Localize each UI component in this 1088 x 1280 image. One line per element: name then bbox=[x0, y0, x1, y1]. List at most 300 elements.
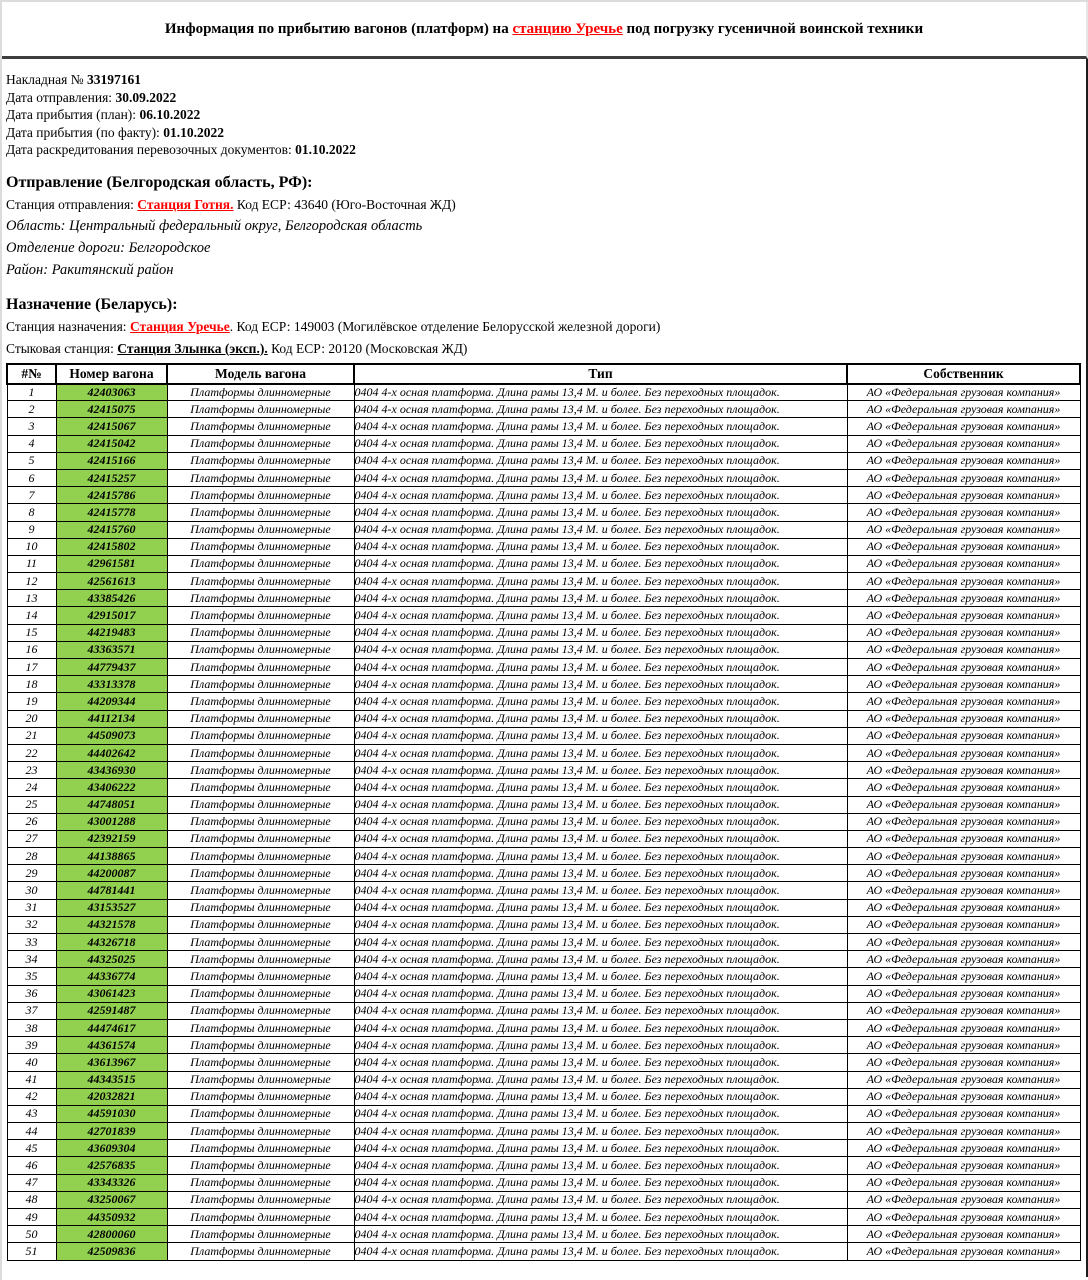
wagon-number-cell: 43609304 bbox=[56, 1140, 167, 1157]
wagon-type-cell: 0404 4-х осная платформа. Длина рамы 13,4 М. и более. Без переходных площадок. bbox=[354, 504, 847, 521]
table-row bbox=[7, 985, 1080, 1002]
wagon-type-cell: 0404 4-х осная платформа. Длина рамы 13,4 М. и более. Без переходных площадок. bbox=[354, 607, 847, 624]
title-prefix: Информация по прибытию вагонов (платформ) на bbox=[164, 20, 513, 37]
table-row bbox=[7, 762, 1080, 779]
wagon-number-cell: 42415075 bbox=[56, 401, 167, 418]
row-index-cell: 5 bbox=[7, 452, 56, 469]
table-body bbox=[7, 384, 1080, 1261]
wagon-type-cell: 0404 4-х осная платформа. Длина рамы 13,4 М. и более. Без переходных площадок. bbox=[354, 401, 847, 418]
table-row bbox=[7, 968, 1080, 985]
junction-station-label: Стыковая станция: bbox=[6, 340, 118, 356]
row-index-cell: 22 bbox=[7, 744, 56, 761]
document-title-bar bbox=[2, 2, 1088, 59]
info-value: 06.10.2022 bbox=[139, 107, 201, 122]
wagon-type-cell: 0404 4-х осная платформа. Длина рамы 13,4 М. и более. Без переходных площадок. bbox=[354, 1174, 847, 1191]
row-index-cell: 20 bbox=[7, 710, 56, 727]
row-index-cell: 1 bbox=[7, 384, 56, 401]
table-row bbox=[7, 521, 1080, 538]
document-body bbox=[2, 59, 1088, 1277]
row-index-cell: 14 bbox=[7, 607, 56, 624]
info-line bbox=[6, 106, 1086, 124]
table-row bbox=[7, 607, 1080, 624]
wagon-type-cell: 0404 4-х осная платформа. Длина рамы 13,4 М. и более. Без переходных площадок. bbox=[354, 538, 847, 555]
row-index-cell: 45 bbox=[7, 1140, 56, 1157]
wagon-type-cell: 0404 4-х осная платформа. Длина рамы 13,4 М. и более. Без переходных площадок. bbox=[354, 762, 847, 779]
wagon-number-cell: 42392159 bbox=[56, 830, 167, 847]
table-row bbox=[7, 951, 1080, 968]
table-row bbox=[7, 830, 1080, 847]
row-index-cell: 6 bbox=[7, 469, 56, 486]
wagon-number-cell: 43001288 bbox=[56, 813, 167, 830]
wagon-model-cell: Платформы длинномерные bbox=[167, 1140, 354, 1157]
table-row bbox=[7, 590, 1080, 607]
wagon-model-cell: Платформы длинномерные bbox=[167, 487, 354, 504]
wagon-number-cell: 44474617 bbox=[56, 1019, 167, 1036]
row-index-cell: 21 bbox=[7, 727, 56, 744]
departure-heading: Отправление (Белгородская область, РФ): bbox=[6, 173, 313, 191]
wagon-type-cell: 0404 4-х осная платформа. Длина рамы 13,4 М. и более. Без переходных площадок. bbox=[354, 384, 847, 401]
table-row bbox=[7, 555, 1080, 572]
table-row bbox=[7, 727, 1080, 744]
wagon-number-cell: 44748051 bbox=[56, 796, 167, 813]
row-index-cell: 9 bbox=[7, 521, 56, 538]
wagon-number-cell: 42032821 bbox=[56, 1088, 167, 1105]
wagon-number-cell: 42415042 bbox=[56, 435, 167, 452]
wagon-owner-cell: АО «Федеральная грузовая компания» bbox=[847, 1019, 1080, 1036]
wagon-type-cell: 0404 4-х осная платформа. Длина рамы 13,4 М. и более. Без переходных площадок. bbox=[354, 1071, 847, 1088]
table-row bbox=[7, 1071, 1080, 1088]
wagon-model-cell: Платформы длинномерные bbox=[167, 762, 354, 779]
row-index-cell: 40 bbox=[7, 1054, 56, 1071]
wagon-model-cell: Платформы длинномерные bbox=[167, 624, 354, 641]
table-row bbox=[7, 1088, 1080, 1105]
col-header-wagon-number: Номер вагона bbox=[56, 364, 167, 384]
wagon-type-cell: 0404 4-х осная платформа. Длина рамы 13,4 М. и более. Без переходных площадок. bbox=[354, 779, 847, 796]
wagon-owner-cell: АО «Федеральная грузовая компания» bbox=[847, 744, 1080, 761]
row-index-cell: 4 bbox=[7, 435, 56, 452]
wagon-owner-cell: АО «Федеральная грузовая компания» bbox=[847, 882, 1080, 899]
wagon-model-cell: Платформы длинномерные bbox=[167, 710, 354, 727]
destination-heading: Назначение (Беларусь): bbox=[6, 295, 178, 313]
table-row bbox=[7, 659, 1080, 676]
row-index-cell: 37 bbox=[7, 1002, 56, 1019]
wagon-number-cell: 42415786 bbox=[56, 487, 167, 504]
row-index-cell: 29 bbox=[7, 865, 56, 882]
info-line bbox=[6, 89, 1086, 107]
row-index-cell: 46 bbox=[7, 1157, 56, 1174]
col-header-type: Тип bbox=[354, 364, 847, 384]
wagon-owner-cell: АО «Федеральная грузовая компания» bbox=[847, 573, 1080, 590]
table-row bbox=[7, 452, 1080, 469]
row-index-cell: 7 bbox=[7, 487, 56, 504]
wagon-model-cell: Платформы длинномерные bbox=[167, 899, 354, 916]
info-line bbox=[6, 141, 1086, 159]
wagon-owner-cell: АО «Федеральная грузовая компания» bbox=[847, 521, 1080, 538]
wagon-owner-cell: АО «Федеральная грузовая компания» bbox=[847, 555, 1080, 572]
wagon-type-cell: 0404 4-х осная платформа. Длина рамы 13,4 М. и более. Без переходных площадок. bbox=[354, 469, 847, 486]
col-header-index: #№ bbox=[7, 364, 56, 384]
table-row bbox=[7, 1123, 1080, 1140]
info-label: Дата отправления: bbox=[6, 89, 116, 105]
wagon-type-cell: 0404 4-х осная платформа. Длина рамы 13,4 М. и более. Без переходных площадок. bbox=[354, 573, 847, 590]
destination-station-rest: . Код ЕСР: 149003 (Могилёвское отделение Белорусской железной дороги) bbox=[229, 318, 661, 334]
wagon-type-cell: 0404 4-х осная платформа. Длина рамы 13,4 М. и более. Без переходных площадок. bbox=[354, 1019, 847, 1036]
wagon-owner-cell: АО «Федеральная грузовая компания» bbox=[847, 659, 1080, 676]
wagon-model-cell: Платформы длинномерные bbox=[167, 916, 354, 933]
wagon-type-cell: 0404 4-х осная платформа. Длина рамы 13,4 М. и более. Без переходных площадок. bbox=[354, 744, 847, 761]
table-row bbox=[7, 848, 1080, 865]
wagon-model-cell: Платформы длинномерные bbox=[167, 1019, 354, 1036]
wagon-number-cell: 44509073 bbox=[56, 727, 167, 744]
wagon-model-cell: Платформы длинномерные bbox=[167, 1002, 354, 1019]
wagon-model-cell: Платформы длинномерные bbox=[167, 435, 354, 452]
wagon-type-cell: 0404 4-х осная платформа. Длина рамы 13,4 М. и более. Без переходных площадок. bbox=[354, 968, 847, 985]
wagon-number-cell: 43436930 bbox=[56, 762, 167, 779]
departure-station-line bbox=[6, 195, 1086, 215]
wagon-number-cell: 44326718 bbox=[56, 934, 167, 951]
junction-station-rest: Код ЕСР: 20120 (Московская ЖД) bbox=[267, 340, 468, 356]
wagon-type-cell: 0404 4-х осная платформа. Длина рамы 13,4 М. и более. Без переходных площадок. bbox=[354, 1054, 847, 1071]
table-row bbox=[7, 1157, 1080, 1174]
col-header-wagon-model: Модель вагона bbox=[167, 364, 354, 384]
wagon-number-cell: 43406222 bbox=[56, 779, 167, 796]
wagon-type-cell: 0404 4-х осная платформа. Длина рамы 13,4 М. и более. Без переходных площадок. bbox=[354, 813, 847, 830]
wagon-type-cell: 0404 4-х осная платформа. Длина рамы 13,4 М. и более. Без переходных площадок. bbox=[354, 985, 847, 1002]
wagon-model-cell: Платформы длинномерные bbox=[167, 951, 354, 968]
table-row bbox=[7, 418, 1080, 435]
wagon-owner-cell: АО «Федеральная грузовая компания» bbox=[847, 934, 1080, 951]
wagon-owner-cell: АО «Федеральная грузовая компания» bbox=[847, 779, 1080, 796]
wagon-model-cell: Платформы длинномерные bbox=[167, 504, 354, 521]
table-row bbox=[7, 384, 1080, 401]
wagon-type-cell: 0404 4-х осная платформа. Длина рамы 13,4 М. и более. Без переходных площадок. bbox=[354, 1002, 847, 1019]
wagon-number-cell: 42961581 bbox=[56, 555, 167, 572]
wagon-type-cell: 0404 4-х осная платформа. Длина рамы 13,4 М. и более. Без переходных площадок. bbox=[354, 882, 847, 899]
wagon-model-cell: Платформы длинномерные bbox=[167, 676, 354, 693]
wagon-owner-cell: АО «Федеральная грузовая компания» bbox=[847, 1140, 1080, 1157]
wagon-type-cell: 0404 4-х осная платформа. Длина рамы 13,4 М. и более. Без переходных площадок. bbox=[354, 1037, 847, 1054]
row-index-cell: 34 bbox=[7, 951, 56, 968]
row-index-cell: 36 bbox=[7, 985, 56, 1002]
table-row bbox=[7, 487, 1080, 504]
table-row bbox=[7, 624, 1080, 641]
wagon-owner-cell: АО «Федеральная грузовая компания» bbox=[847, 676, 1080, 693]
row-index-cell: 43 bbox=[7, 1105, 56, 1122]
wagon-type-cell: 0404 4-х осная платформа. Длина рамы 13,4 М. и более. Без переходных площадок. bbox=[354, 848, 847, 865]
departure-region-line: Область: Центральный федеральный округ, Белгородская область bbox=[6, 217, 423, 234]
wagon-type-cell: 0404 4-х осная платформа. Длина рамы 13,4 М. и более. Без переходных площадок. bbox=[354, 934, 847, 951]
wagon-type-cell: 0404 4-х осная платформа. Длина рамы 13,4 М. и более. Без переходных площадок. bbox=[354, 1209, 847, 1226]
table-row bbox=[7, 1243, 1080, 1260]
row-index-cell: 32 bbox=[7, 916, 56, 933]
wagon-model-cell: Платформы длинномерные bbox=[167, 727, 354, 744]
wagon-number-cell: 43153527 bbox=[56, 899, 167, 916]
table-row bbox=[7, 401, 1080, 418]
table-header-row bbox=[7, 364, 1080, 384]
row-index-cell: 44 bbox=[7, 1123, 56, 1140]
wagon-owner-cell: АО «Федеральная грузовая компания» bbox=[847, 1174, 1080, 1191]
wagon-type-cell: 0404 4-х осная платформа. Длина рамы 13,4 М. и более. Без переходных площадок. bbox=[354, 521, 847, 538]
table-row bbox=[7, 676, 1080, 693]
wagon-type-cell: 0404 4-х осная платформа. Длина рамы 13,4 М. и более. Без переходных площадок. bbox=[354, 951, 847, 968]
table-row bbox=[7, 1054, 1080, 1071]
wagon-model-cell: Платформы длинномерные bbox=[167, 1054, 354, 1071]
wagon-owner-cell: АО «Федеральная грузовая компания» bbox=[847, 848, 1080, 865]
wagon-type-cell: 0404 4-х осная платформа. Длина рамы 13,4 М. и более. Без переходных площадок. bbox=[354, 1140, 847, 1157]
row-index-cell: 47 bbox=[7, 1174, 56, 1191]
departure-station-label: Станция отправления: bbox=[6, 196, 138, 212]
wagon-owner-cell: АО «Федеральная грузовая компания» bbox=[847, 951, 1080, 968]
wagon-type-cell: 0404 4-х осная платформа. Длина рамы 13,4 М. и более. Без переходных площадок. bbox=[354, 796, 847, 813]
wagon-owner-cell: АО «Федеральная грузовая компания» bbox=[847, 418, 1080, 435]
row-index-cell: 19 bbox=[7, 693, 56, 710]
wagon-number-cell: 42415257 bbox=[56, 469, 167, 486]
wagon-number-cell: 42591487 bbox=[56, 1002, 167, 1019]
wagon-owner-cell: АО «Федеральная грузовая компания» bbox=[847, 710, 1080, 727]
wagon-type-cell: 0404 4-х осная платформа. Длина рамы 13,4 М. и более. Без переходных площадок. bbox=[354, 1191, 847, 1208]
departure-division-line: Отделение дороги: Белгородское bbox=[6, 239, 211, 256]
wagon-type-cell: 0404 4-х осная платформа. Длина рамы 13,4 М. и более. Без переходных площадок. bbox=[354, 1123, 847, 1140]
table-row bbox=[7, 1191, 1080, 1208]
wagon-owner-cell: АО «Федеральная грузовая компания» bbox=[847, 435, 1080, 452]
wagon-owner-cell: АО «Федеральная грузовая компания» bbox=[847, 401, 1080, 418]
info-value: 30.09.2022 bbox=[115, 89, 177, 105]
wagon-number-cell: 42415802 bbox=[56, 538, 167, 555]
table-row bbox=[7, 882, 1080, 899]
wagon-model-cell: Платформы длинномерные bbox=[167, 1157, 354, 1174]
wagon-owner-cell: АО «Федеральная грузовая компания» bbox=[847, 693, 1080, 710]
wagon-model-cell: Платформы длинномерные bbox=[167, 384, 354, 401]
info-label: Дата раскредитования перевозочных документов: bbox=[6, 142, 296, 157]
table-row bbox=[7, 1037, 1080, 1054]
wagon-number-cell: 42800060 bbox=[56, 1226, 167, 1243]
row-index-cell: 35 bbox=[7, 968, 56, 985]
wagon-model-cell: Платформы длинномерные bbox=[167, 555, 354, 572]
table-row bbox=[7, 1002, 1080, 1019]
wagon-owner-cell: АО «Федеральная грузовая компания» bbox=[847, 1002, 1080, 1019]
wagon-number-cell: 44591030 bbox=[56, 1105, 167, 1122]
wagon-number-cell: 43061423 bbox=[56, 985, 167, 1002]
wagon-number-cell: 43363571 bbox=[56, 641, 167, 658]
table-row bbox=[7, 1174, 1080, 1191]
wagon-model-cell: Платформы длинномерные bbox=[167, 1191, 354, 1208]
wagon-type-cell: 0404 4-х осная платформа. Длина рамы 13,4 М. и более. Без переходных площадок. bbox=[354, 830, 847, 847]
wagon-owner-cell: АО «Федеральная грузовая компания» bbox=[847, 1105, 1080, 1122]
wagon-model-cell: Платформы длинномерные bbox=[167, 659, 354, 676]
table-row bbox=[7, 916, 1080, 933]
wagon-model-cell: Платформы длинномерные bbox=[167, 693, 354, 710]
wagon-type-cell: 0404 4-х осная платформа. Длина рамы 13,4 М. и более. Без переходных площадок. bbox=[354, 899, 847, 916]
wagon-type-cell: 0404 4-х осная платформа. Длина рамы 13,4 М. и более. Без переходных площадок. bbox=[354, 865, 847, 882]
table-row bbox=[7, 1140, 1080, 1157]
wagon-owner-cell: АО «Федеральная грузовая компания» bbox=[847, 1123, 1080, 1140]
wagon-number-cell: 44200087 bbox=[56, 865, 167, 882]
wagon-owner-cell: АО «Федеральная грузовая компания» bbox=[847, 968, 1080, 985]
wagon-model-cell: Платформы длинномерные bbox=[167, 1088, 354, 1105]
wagon-number-cell: 42415166 bbox=[56, 452, 167, 469]
row-index-cell: 39 bbox=[7, 1037, 56, 1054]
wagon-model-cell: Платформы длинномерные bbox=[167, 1243, 354, 1260]
wagon-owner-cell: АО «Федеральная грузовая компания» bbox=[847, 985, 1080, 1002]
wagon-model-cell: Платформы длинномерные bbox=[167, 1071, 354, 1088]
info-value: 01.10.2022 bbox=[295, 142, 356, 157]
table-row bbox=[7, 693, 1080, 710]
wagon-number-cell: 44209344 bbox=[56, 693, 167, 710]
wagon-owner-cell: АО «Федеральная грузовая компания» bbox=[847, 1071, 1080, 1088]
wagon-model-cell: Платформы длинномерные bbox=[167, 1123, 354, 1140]
info-label: Дата прибытия (по факту): bbox=[6, 124, 164, 140]
wagon-owner-cell: АО «Федеральная грузовая компания» bbox=[847, 1054, 1080, 1071]
wagon-number-cell: 43313378 bbox=[56, 676, 167, 693]
wagon-owner-cell: АО «Федеральная грузовая компания» bbox=[847, 487, 1080, 504]
wagon-owner-cell: АО «Федеральная грузовая компания» bbox=[847, 865, 1080, 882]
wagon-number-cell: 44112134 bbox=[56, 710, 167, 727]
title-suffix: под погрузку гусеничной воинской техники bbox=[622, 20, 924, 37]
row-index-cell: 27 bbox=[7, 830, 56, 847]
table-row bbox=[7, 435, 1080, 452]
row-index-cell: 31 bbox=[7, 899, 56, 916]
wagon-owner-cell: АО «Федеральная грузовая компания» bbox=[847, 384, 1080, 401]
wagon-model-cell: Платформы длинномерные bbox=[167, 779, 354, 796]
row-index-cell: 2 bbox=[7, 401, 56, 418]
wagon-type-cell: 0404 4-х осная платформа. Длина рамы 13,4 М. и более. Без переходных площадок. bbox=[354, 710, 847, 727]
wagon-model-cell: Платформы длинномерные bbox=[167, 401, 354, 418]
wagon-number-cell: 44361574 bbox=[56, 1037, 167, 1054]
wagon-type-cell: 0404 4-х осная платформа. Длина рамы 13,4 М. и более. Без переходных площадок. bbox=[354, 1157, 847, 1174]
wagon-type-cell: 0404 4-х осная платформа. Длина рамы 13,4 М. и более. Без переходных площадок. bbox=[354, 1105, 847, 1122]
table-row bbox=[7, 641, 1080, 658]
wagon-number-cell: 44781441 bbox=[56, 882, 167, 899]
wagon-type-cell: 0404 4-х осная платформа. Длина рамы 13,4 М. и более. Без переходных площадок. bbox=[354, 1226, 847, 1243]
table-row bbox=[7, 1019, 1080, 1036]
row-index-cell: 33 bbox=[7, 934, 56, 951]
wagon-model-cell: Платформы длинномерные bbox=[167, 968, 354, 985]
wagon-owner-cell: АО «Федеральная грузовая компания» bbox=[847, 1157, 1080, 1174]
info-line bbox=[6, 71, 1086, 89]
row-index-cell: 12 bbox=[7, 573, 56, 590]
wagon-owner-cell: АО «Федеральная грузовая компания» bbox=[847, 641, 1080, 658]
wagon-number-cell: 43613967 bbox=[56, 1054, 167, 1071]
row-index-cell: 26 bbox=[7, 813, 56, 830]
wagon-owner-cell: АО «Федеральная грузовая компания» bbox=[847, 452, 1080, 469]
table-row bbox=[7, 573, 1080, 590]
departure-district-line: Район: Ракитянский район bbox=[6, 261, 174, 278]
destination-station-link[interactable]: Станция Уречье bbox=[129, 318, 230, 334]
table-row bbox=[7, 899, 1080, 916]
wagon-type-cell: 0404 4-х осная платформа. Длина рамы 13,4 М. и более. Без переходных площадок. bbox=[354, 1088, 847, 1105]
shipment-info bbox=[6, 71, 1086, 159]
wagon-number-cell: 42915017 bbox=[56, 607, 167, 624]
table-row bbox=[7, 934, 1080, 951]
wagon-model-cell: Платформы длинномерные bbox=[167, 538, 354, 555]
wagon-type-cell: 0404 4-х осная платформа. Длина рамы 13,4 М. и более. Без переходных площадок. bbox=[354, 435, 847, 452]
wagon-model-cell: Платформы длинномерные bbox=[167, 521, 354, 538]
table-row bbox=[7, 1226, 1080, 1243]
wagon-model-cell: Платформы длинномерные bbox=[167, 985, 354, 1002]
row-index-cell: 18 bbox=[7, 676, 56, 693]
wagon-type-cell: 0404 4-х осная платформа. Длина рамы 13,4 М. и более. Без переходных площадок. bbox=[354, 659, 847, 676]
wagon-type-cell: 0404 4-х осная платформа. Длина рамы 13,4 М. и более. Без переходных площадок. bbox=[354, 418, 847, 435]
row-index-cell: 3 bbox=[7, 418, 56, 435]
row-index-cell: 23 bbox=[7, 762, 56, 779]
wagon-owner-cell: АО «Федеральная грузовая компания» bbox=[847, 1209, 1080, 1226]
table-row bbox=[7, 796, 1080, 813]
wagon-type-cell: 0404 4-х осная платформа. Длина рамы 13,4 М. и более. Без переходных площадок. bbox=[354, 487, 847, 504]
wagon-type-cell: 0404 4-х осная платформа. Длина рамы 13,4 М. и более. Без переходных площадок. bbox=[354, 641, 847, 658]
row-index-cell: 41 bbox=[7, 1071, 56, 1088]
table-row bbox=[7, 469, 1080, 486]
departure-station-link[interactable]: Станция Готня. bbox=[137, 196, 234, 212]
wagon-owner-cell: АО «Федеральная грузовая компания» bbox=[847, 1037, 1080, 1054]
table-row bbox=[7, 813, 1080, 830]
wagon-model-cell: Платформы длинномерные bbox=[167, 830, 354, 847]
wagon-model-cell: Платформы длинномерные bbox=[167, 1226, 354, 1243]
info-value: 01.10.2022 bbox=[163, 124, 224, 140]
junction-station-link[interactable]: Станция Злынка (эксп.). bbox=[117, 340, 268, 356]
wagon-model-cell: Платформы длинномерные bbox=[167, 418, 354, 435]
info-line bbox=[6, 124, 1086, 142]
wagon-number-cell: 42403063 bbox=[56, 384, 167, 401]
row-index-cell: 42 bbox=[7, 1088, 56, 1105]
wagon-owner-cell: АО «Федеральная грузовая компания» bbox=[847, 762, 1080, 779]
wagon-number-cell: 42509836 bbox=[56, 1243, 167, 1260]
wagon-owner-cell: АО «Федеральная грузовая компания» bbox=[847, 1191, 1080, 1208]
table-row bbox=[7, 865, 1080, 882]
wagon-model-cell: Платформы длинномерные bbox=[167, 573, 354, 590]
wagon-model-cell: Платформы длинномерные bbox=[167, 744, 354, 761]
wagon-model-cell: Платформы длинномерные bbox=[167, 590, 354, 607]
wagon-owner-cell: АО «Федеральная грузовая компания» bbox=[847, 624, 1080, 641]
table-row bbox=[7, 538, 1080, 555]
wagon-owner-cell: АО «Федеральная грузовая компания» bbox=[847, 538, 1080, 555]
wagon-owner-cell: АО «Федеральная грузовая компания» bbox=[847, 607, 1080, 624]
wagon-number-cell: 44321578 bbox=[56, 916, 167, 933]
wagon-number-cell: 42701839 bbox=[56, 1123, 167, 1140]
wagon-number-cell: 44350932 bbox=[56, 1209, 167, 1226]
row-index-cell: 30 bbox=[7, 882, 56, 899]
row-index-cell: 49 bbox=[7, 1209, 56, 1226]
wagon-model-cell: Платформы длинномерные bbox=[167, 882, 354, 899]
title-station-link[interactable]: станцию Уречье bbox=[512, 20, 623, 37]
wagon-number-cell: 42415067 bbox=[56, 418, 167, 435]
wagon-number-cell: 44402642 bbox=[56, 744, 167, 761]
table-row bbox=[7, 710, 1080, 727]
wagon-number-cell: 43250067 bbox=[56, 1191, 167, 1208]
row-index-cell: 28 bbox=[7, 848, 56, 865]
info-value: 33197161 bbox=[86, 72, 141, 87]
wagon-type-cell: 0404 4-х осная платформа. Длина рамы 13,4 М. и более. Без переходных площадок. bbox=[354, 676, 847, 693]
wagon-type-cell: 0404 4-х осная платформа. Длина рамы 13,4 М. и более. Без переходных площадок. bbox=[354, 727, 847, 744]
wagon-owner-cell: АО «Федеральная грузовая компания» bbox=[847, 916, 1080, 933]
wagon-model-cell: Платформы длинномерные bbox=[167, 1105, 354, 1122]
wagon-model-cell: Платформы длинномерные bbox=[167, 865, 354, 882]
row-index-cell: 13 bbox=[7, 590, 56, 607]
row-index-cell: 38 bbox=[7, 1019, 56, 1036]
wagon-number-cell: 44325025 bbox=[56, 951, 167, 968]
wagon-model-cell: Платформы длинномерные bbox=[167, 796, 354, 813]
wagon-model-cell: Платформы длинномерные bbox=[167, 1174, 354, 1191]
row-index-cell: 50 bbox=[7, 1226, 56, 1243]
wagons-table bbox=[6, 363, 1081, 1261]
row-index-cell: 10 bbox=[7, 538, 56, 555]
wagon-owner-cell: АО «Федеральная грузовая компания» bbox=[847, 830, 1080, 847]
wagon-number-cell: 44343515 bbox=[56, 1071, 167, 1088]
wagon-model-cell: Платформы длинномерные bbox=[167, 607, 354, 624]
wagon-owner-cell: АО «Федеральная грузовая компания» bbox=[847, 469, 1080, 486]
table-row bbox=[7, 779, 1080, 796]
row-index-cell: 11 bbox=[7, 555, 56, 572]
table-row bbox=[7, 1209, 1080, 1226]
